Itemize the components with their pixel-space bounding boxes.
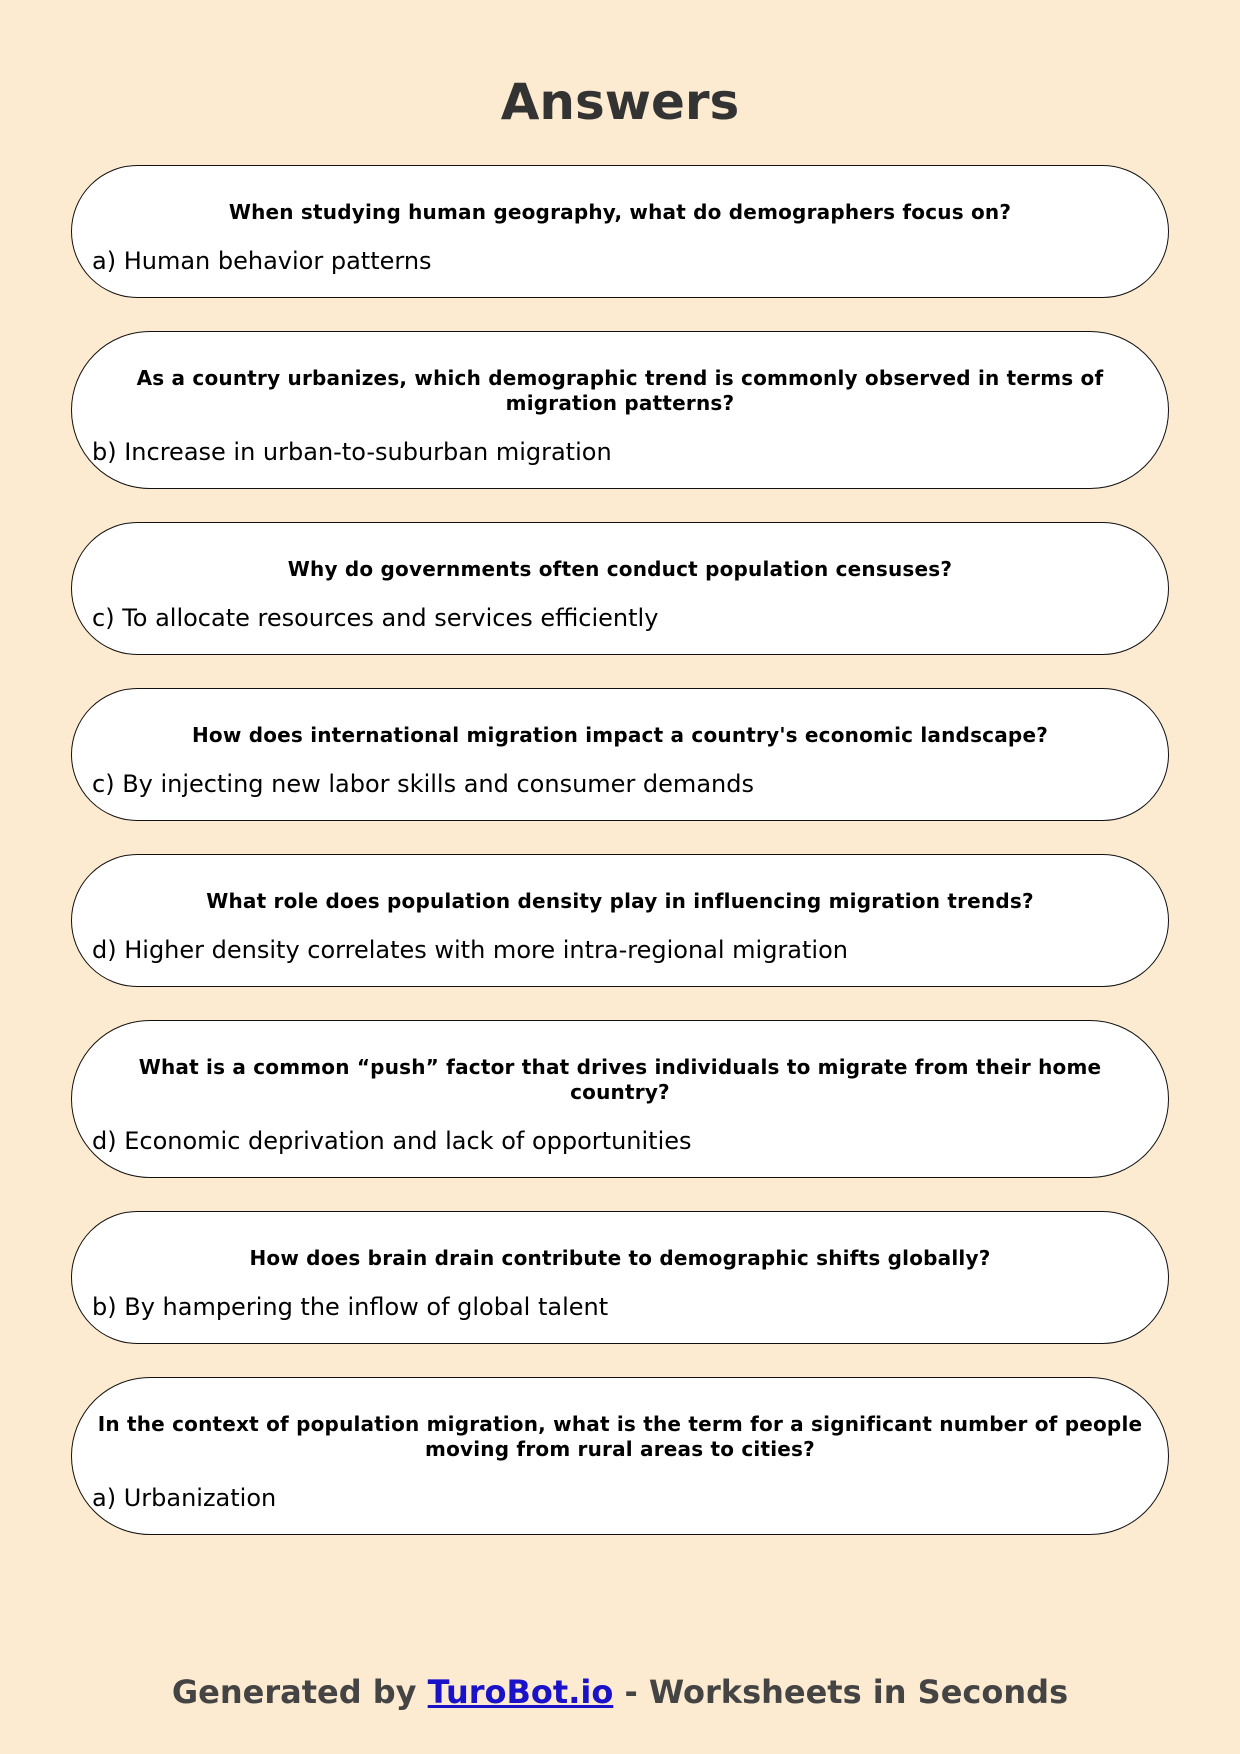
answer-card-6 — [71, 1020, 1169, 1178]
question-text: How does brain drain contribute to demographic shifts globally? — [249, 1246, 991, 1270]
answer-text: d) Economic deprivation and lack of opportunities — [92, 1127, 692, 1155]
footer-suffix: - Worksheets in Seconds — [613, 1673, 1069, 1711]
answer-text: b) By hampering the inflow of global talent — [92, 1293, 609, 1321]
question-text: In the context of population migration, what is the term for a significant number of people moving from rural areas to cities? — [97, 1412, 1143, 1461]
answer-card-4 — [71, 688, 1169, 821]
question-text: When studying human geography, what do demographers focus on? — [228, 200, 1012, 224]
answer-text: c) By injecting new labor skills and consumer demands — [92, 770, 754, 798]
answer-text: c) To allocate resources and services efficiently — [92, 604, 659, 632]
answer-card-5 — [71, 854, 1169, 987]
footer — [0, 1672, 1240, 1712]
answer-card-2 — [71, 331, 1169, 489]
question-text: What is a common “push” factor that drives individuals to migrate from their home country? — [138, 1055, 1102, 1104]
answer-card-8 — [71, 1377, 1169, 1535]
question-text: As a country urbanizes, which demographic trend is commonly observed in terms of migration patterns? — [136, 366, 1104, 415]
answer-text: a) Urbanization — [92, 1484, 277, 1512]
question-text: Why do governments often conduct population censuses? — [287, 557, 953, 581]
turobot-link[interactable]: TuroBot.io — [427, 1673, 614, 1711]
question-text: How does international migration impact a country's economic landscape? — [191, 723, 1049, 747]
page-title: Answers — [500, 73, 740, 131]
answer-text: a) Human behavior patterns — [92, 247, 432, 275]
question-text: What role does population density play in influencing migration trends? — [206, 889, 1034, 913]
answer-card-7 — [71, 1211, 1169, 1344]
footer-prefix: Generated by — [171, 1673, 428, 1711]
answer-card-3 — [71, 522, 1169, 655]
answer-text: b) Increase in urban-to-suburban migration — [92, 438, 612, 466]
answer-card-1 — [71, 165, 1169, 298]
answer-text: d) Higher density correlates with more intra-regional migration — [92, 936, 848, 964]
